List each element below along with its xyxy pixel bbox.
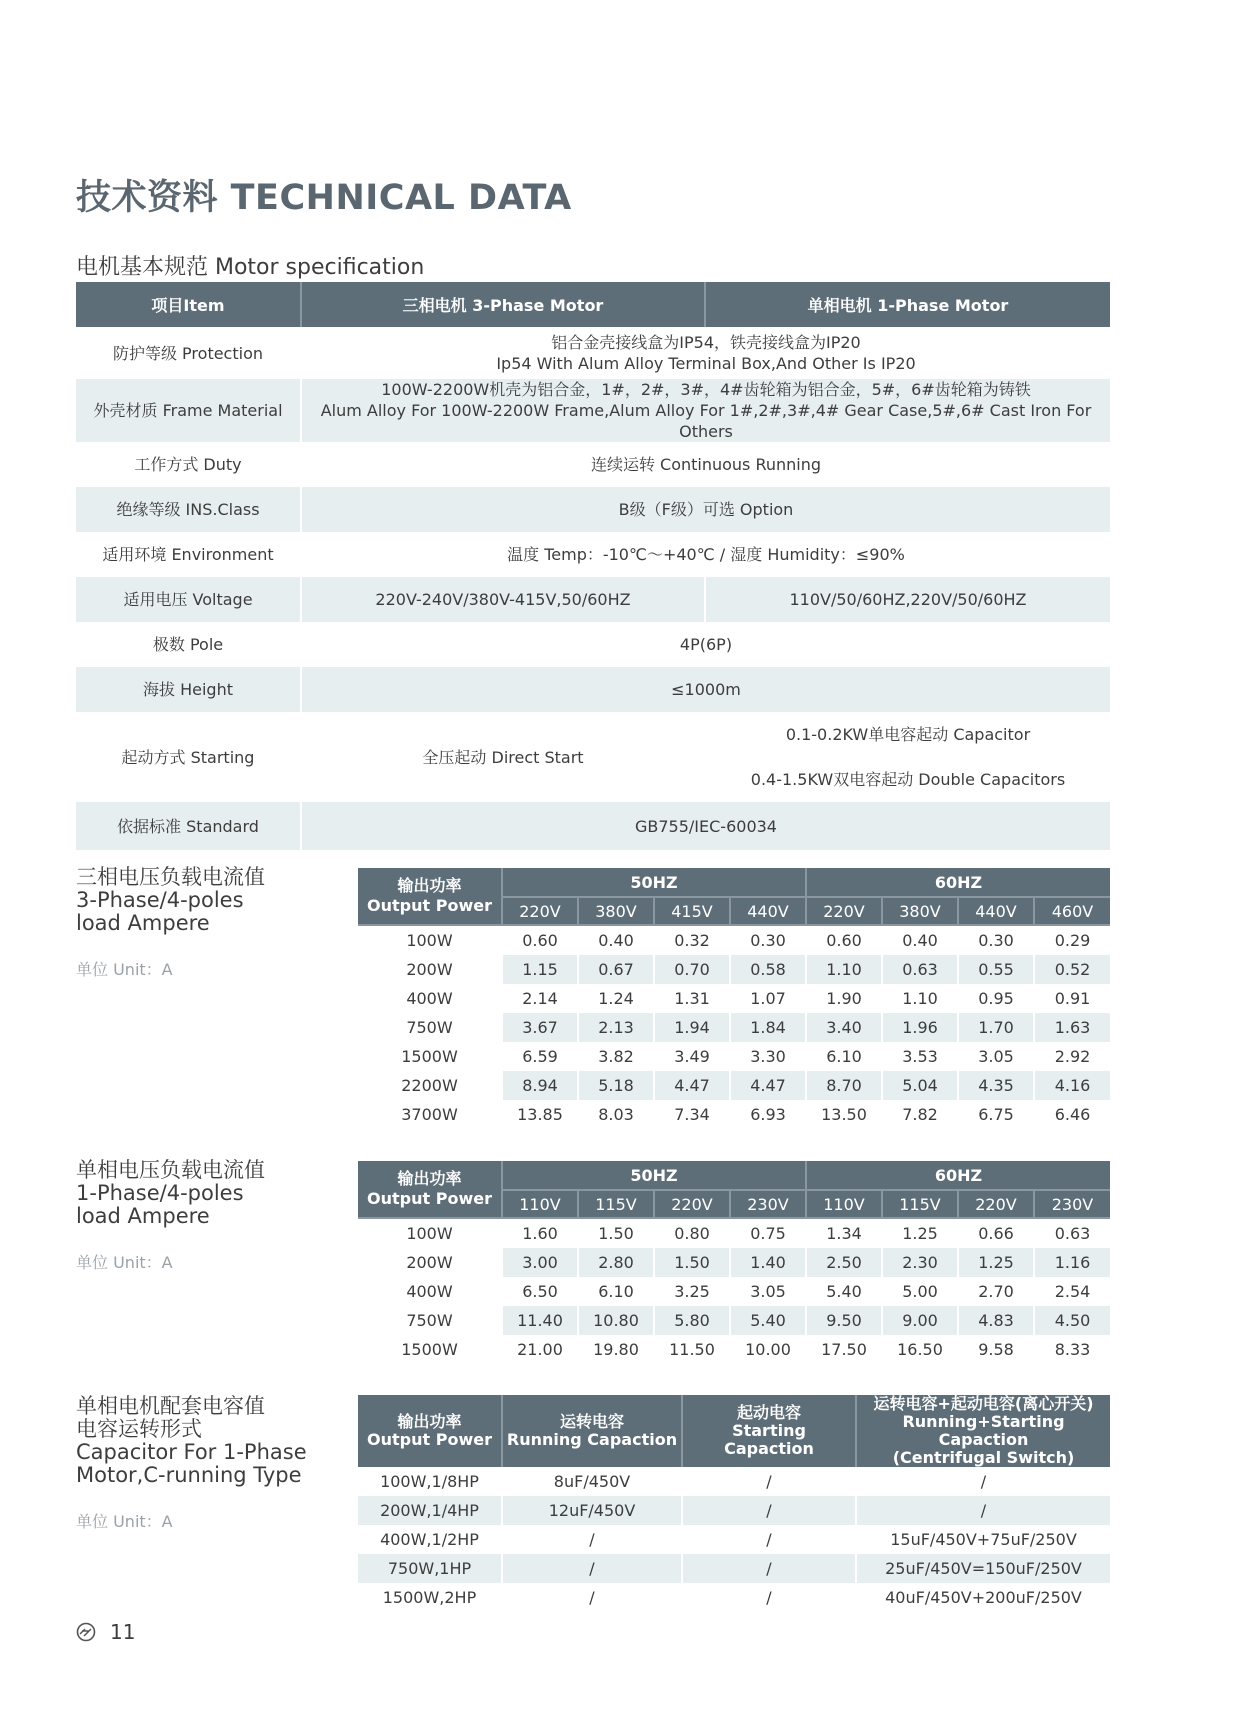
voltage-header: 110V	[806, 1190, 882, 1218]
row-label-cell: 400W	[358, 1277, 502, 1306]
value-cell: 0.55	[958, 955, 1034, 984]
value-cell: 0.30	[730, 925, 806, 955]
value-cell: 3.00	[502, 1248, 578, 1277]
value-cell: 7.82	[882, 1100, 958, 1129]
company-logo-icon	[76, 1622, 96, 1642]
value-cell: 3.67	[502, 1013, 578, 1042]
value-cell: 3.05	[958, 1042, 1034, 1071]
spec-header-row	[76, 282, 1110, 327]
single-phase-unit: 单位 Unit：A	[76, 1253, 173, 1272]
spec-label: 适用环境 Environment	[76, 532, 301, 577]
spec-row-starting	[76, 712, 1110, 802]
running-capacitor-header-zh: 运转电容	[559, 1412, 624, 1431]
value-cell: 19.80	[578, 1335, 654, 1364]
table-header-row	[358, 1395, 1110, 1467]
three-phase-caption-en: load Ampere	[76, 911, 210, 935]
value-cell: 3.25	[654, 1277, 730, 1306]
spec-value	[301, 379, 1110, 442]
table-row	[358, 984, 1110, 1013]
spec-value-line-zh: 100W-2200W机壳为铝合金，1#，2#，3#，4#齿轮箱为铝合金，5#，6#齿轮箱为铸铁	[381, 380, 1031, 399]
spec-row-pole	[76, 622, 1110, 667]
value-cell: 13.50	[806, 1100, 882, 1129]
spec-label: 海拔 Height	[76, 667, 301, 712]
three-phase-caption-zh: 三相电压负载电流值	[76, 865, 265, 889]
value-cell: 0.40	[578, 925, 654, 955]
spec-value-line-en: Alum Alloy For 100W-2200W Frame,Alum Alloy For 1#,2#,3#,4# Gear Case,5#,6# Cast Iron For Others	[320, 401, 1092, 441]
value-cell: 3.40	[806, 1013, 882, 1042]
value-cell: 0.63	[882, 955, 958, 984]
row-label-cell: 100W	[358, 1218, 502, 1248]
running-capacitor-header-en: Running Capaction	[506, 1430, 678, 1449]
value-cell: 0.29	[1054, 931, 1091, 950]
table-row	[358, 1554, 1110, 1583]
value-cell: 12uF/450V	[502, 1496, 682, 1525]
spec-value: 4P(6P)	[679, 635, 733, 654]
capacitor-table	[358, 1395, 1110, 1612]
output-power-header	[358, 868, 502, 925]
voltage-header: 460V	[1034, 897, 1110, 925]
value-cell: 2.70	[958, 1277, 1034, 1306]
value-cell: 3.49	[654, 1042, 730, 1071]
voltage-header: 415V	[654, 897, 730, 925]
page-number: 11	[110, 1620, 136, 1644]
value-cell: 1.25	[882, 1218, 958, 1248]
value-cell: 1.10	[806, 955, 882, 984]
spec-row-duty	[76, 442, 1110, 487]
value-cell: /	[682, 1583, 856, 1612]
voltage-header: 220V	[502, 897, 578, 925]
spec-row-frame	[76, 379, 1110, 442]
spec-label: 适用电压 Voltage	[76, 577, 301, 622]
value-cell: 2.80	[578, 1248, 654, 1277]
capacitor-caption-en: Capacitor For 1-Phase	[76, 1440, 307, 1464]
value-cell: 0.52	[1034, 955, 1110, 984]
spec-value-line-en: Ip54 With Alum Alloy Terminal Box,And Other Is IP20	[496, 354, 916, 373]
table-row	[358, 1525, 1110, 1554]
spec-value-three-phase: 全压起动 Direct Start	[301, 712, 705, 802]
value-cell: 0.80	[654, 1218, 730, 1248]
value-cell: 9.58	[958, 1335, 1034, 1364]
spec-row-standard	[76, 802, 1110, 850]
table-header-row	[358, 1161, 1110, 1190]
output-power-header-en: Output Power	[367, 896, 492, 915]
value-cell: 1.63	[1034, 1013, 1110, 1042]
value-cell: 1.94	[654, 1013, 730, 1042]
value-cell: 7.34	[654, 1100, 730, 1129]
starting-capacitor-header-zh: 起动电容	[736, 1403, 801, 1422]
spec-value: ≤1000m	[301, 667, 1110, 712]
table-row	[358, 1100, 1110, 1129]
value-cell: 1.70	[958, 1013, 1034, 1042]
value-cell: 2.50	[806, 1248, 882, 1277]
output-power-header-en: Output Power	[367, 1430, 492, 1449]
value-cell: 1.24	[578, 984, 654, 1013]
spec-value-single-phase	[705, 712, 1110, 802]
spec-header-item: 项目Item	[76, 282, 301, 327]
value-cell: 0.60	[806, 925, 882, 955]
value-cell: 0.60	[502, 925, 578, 955]
capacitor-caption-zh: 单相电机配套电容值	[76, 1394, 265, 1418]
capacitor-caption-zh: 电容运转形式	[76, 1417, 202, 1441]
capacitor-caption-en: Motor,C-running Type	[76, 1463, 302, 1487]
row-label-cell: 100W,1/8HP	[358, 1467, 502, 1496]
voltage-header: 220V	[958, 1190, 1034, 1218]
row-label-cell: 1500W,2HP	[358, 1583, 502, 1612]
row-label-cell: 750W,1HP	[358, 1554, 502, 1583]
hz-50-header: 50HZ	[502, 1161, 806, 1190]
value-cell: 6.93	[730, 1100, 806, 1129]
value-cell: /	[682, 1467, 856, 1496]
row-label-cell: 750W	[358, 1306, 502, 1335]
value-cell: /	[682, 1554, 856, 1583]
value-cell: 10.00	[730, 1335, 806, 1364]
spec-row-voltage	[76, 577, 1110, 622]
table-header-row	[358, 868, 1110, 897]
value-cell: 0.91	[1054, 989, 1091, 1008]
spec-value: 温度 Temp：-10℃～+40℃ / 湿度 Humidity：≤90%	[507, 545, 905, 564]
output-power-header	[358, 1395, 502, 1467]
value-cell: 2.30	[882, 1248, 958, 1277]
spec-header-three-phase: 三相电机 3-Phase Motor	[301, 282, 705, 327]
value-cell: 0.66	[958, 1218, 1034, 1248]
value-cell: 0.32	[654, 925, 730, 955]
spec-subtitle: 电机基本规范 Motor specification	[76, 255, 425, 280]
value-cell: 8.33	[1054, 1340, 1091, 1359]
table-row	[358, 1218, 1110, 1248]
page-title: 技术资料 TECHNICAL DATA	[76, 178, 572, 218]
value-cell: 1.60	[502, 1218, 578, 1248]
spec-row-ins-class	[76, 487, 1110, 532]
value-cell: 4.47	[654, 1071, 730, 1100]
spec-label: 依据标准 Standard	[76, 802, 301, 850]
three-phase-caption	[76, 866, 346, 980]
value-cell: 1.40	[730, 1248, 806, 1277]
value-cell: 1.84	[730, 1013, 806, 1042]
value-cell: 4.47	[730, 1071, 806, 1100]
voltage-header: 230V	[1034, 1190, 1110, 1218]
value-cell: 3.82	[578, 1042, 654, 1071]
voltage-header: 440V	[730, 897, 806, 925]
table-row	[358, 955, 1110, 984]
value-cell: 2.13	[578, 1013, 654, 1042]
single-phase-caption	[76, 1159, 346, 1273]
voltage-header: 115V	[578, 1190, 654, 1218]
three-phase-caption-en: 3-Phase/4-poles	[76, 888, 244, 912]
table-row	[358, 1042, 1110, 1071]
value-cell: 17.50	[806, 1335, 882, 1364]
value-cell: /	[502, 1525, 682, 1554]
value-cell: /	[980, 1472, 987, 1491]
value-cell: 1.15	[502, 955, 578, 984]
value-cell: 1.25	[958, 1248, 1034, 1277]
value-cell: 1.31	[654, 984, 730, 1013]
value-cell: 1.07	[730, 984, 806, 1013]
spec-value-line-zh: 铝合金壳接线盒为IP54，铁壳接线盒为IP20	[551, 333, 861, 352]
value-cell: 0.58	[730, 955, 806, 984]
motor-spec-table	[76, 282, 1110, 850]
value-cell: 6.10	[806, 1042, 882, 1071]
three-phase-table-body	[358, 925, 1110, 1129]
value-cell: 4.83	[958, 1306, 1034, 1335]
three-phase-unit: 单位 Unit：A	[76, 960, 173, 979]
value-cell: /	[682, 1525, 856, 1554]
value-cell: 0.75	[730, 1218, 806, 1248]
table-row	[358, 1013, 1110, 1042]
spec-row-height	[76, 667, 1110, 712]
table-row	[358, 1071, 1110, 1100]
row-label-cell: 400W	[358, 984, 502, 1013]
spec-header-single-phase: 单相电机 1-Phase Motor	[705, 282, 1110, 327]
table-row	[358, 1496, 1110, 1525]
table-row	[358, 1583, 1110, 1612]
value-cell: 2.54	[1054, 1282, 1091, 1301]
value-cell: 8.03	[578, 1100, 654, 1129]
hz-60-header: 60HZ	[806, 1161, 1110, 1190]
value-cell: 1.90	[806, 984, 882, 1013]
three-phase-ampere-table	[358, 868, 1110, 1129]
value-cell: 40uF/450V+200uF/250V	[885, 1588, 1082, 1607]
row-label-cell: 3700W	[358, 1100, 502, 1129]
value-cell: 6.10	[578, 1277, 654, 1306]
spec-value: B级（F级）可选 Option	[301, 487, 1110, 532]
value-cell: 6.59	[502, 1042, 578, 1071]
spec-value-three-phase: 220V-240V/380V-415V,50/60HZ	[301, 577, 705, 622]
value-cell: 0.70	[654, 955, 730, 984]
row-label-cell: 2200W	[358, 1071, 502, 1100]
value-cell: 5.40	[806, 1277, 882, 1306]
value-cell: 8.94	[502, 1071, 578, 1100]
value-cell: 8.70	[806, 1071, 882, 1100]
spec-value-line-capacitor: 0.1-0.2KW单电容起动 Capacitor	[785, 725, 1031, 744]
value-cell: 4.50	[1034, 1306, 1110, 1335]
value-cell: 5.04	[882, 1071, 958, 1100]
table-row	[358, 1277, 1110, 1306]
value-cell: 3.05	[730, 1277, 806, 1306]
row-label-cell: 100W	[358, 925, 502, 955]
value-cell: 1.34	[806, 1218, 882, 1248]
value-cell: 8uF/450V	[502, 1467, 682, 1496]
value-cell: 5.40	[730, 1306, 806, 1335]
spec-value-single-phase: 110V/50/60HZ,220V/50/60HZ	[705, 577, 1110, 622]
starting-capacitor-header	[682, 1395, 856, 1467]
voltage-header: 380V	[882, 897, 958, 925]
value-cell: 10.80	[578, 1306, 654, 1335]
value-cell: 5.00	[882, 1277, 958, 1306]
spec-value: 连续运转 Continuous Running	[590, 455, 822, 474]
row-label-cell: 750W	[358, 1013, 502, 1042]
table-row	[358, 925, 1110, 955]
value-cell: 0.95	[958, 984, 1034, 1013]
starting-capacitor-header-en: Starting Capaction	[724, 1421, 814, 1458]
value-cell: 1.50	[578, 1218, 654, 1248]
row-label-cell: 200W	[358, 955, 502, 984]
voltage-header: 110V	[502, 1190, 578, 1218]
voltage-header: 440V	[958, 897, 1034, 925]
running-capacitor-header	[502, 1395, 682, 1467]
spec-label: 外壳材质 Frame Material	[76, 379, 301, 442]
value-cell: 11.50	[654, 1335, 730, 1364]
value-cell: 13.85	[502, 1100, 578, 1129]
running-starting-header-en: Running+Starting Capaction	[902, 1412, 1065, 1449]
single-phase-ampere-table	[358, 1161, 1110, 1364]
value-cell: 16.50	[882, 1335, 958, 1364]
output-power-header-zh: 输出功率	[397, 876, 462, 895]
table-row	[358, 1248, 1110, 1277]
table-row	[358, 1335, 1110, 1364]
output-power-header-en: Output Power	[367, 1189, 492, 1208]
value-cell: 9.00	[882, 1306, 958, 1335]
value-cell: 0.67	[578, 955, 654, 984]
capacitor-caption	[76, 1395, 346, 1532]
value-cell: 0.30	[958, 925, 1034, 955]
running-starting-header-en: (Centrifugal Switch)	[892, 1448, 1075, 1467]
value-cell: /	[682, 1496, 856, 1525]
voltage-header: 380V	[578, 897, 654, 925]
spec-value	[301, 327, 1110, 379]
row-label-cell: 400W,1/2HP	[358, 1525, 502, 1554]
output-power-header-zh: 输出功率	[397, 1412, 462, 1431]
value-cell: /	[502, 1583, 682, 1612]
value-cell: 2.92	[1054, 1047, 1091, 1066]
value-cell: 4.35	[958, 1071, 1034, 1100]
row-label-cell: 1500W	[358, 1042, 502, 1071]
spec-value: GB755/IEC-60034	[301, 802, 1110, 850]
single-phase-caption-en: 1-Phase/4-poles	[76, 1181, 244, 1205]
voltage-header: 230V	[730, 1190, 806, 1218]
single-phase-caption-en: load Ampere	[76, 1204, 210, 1228]
value-cell: 3.30	[730, 1042, 806, 1071]
value-cell: 4.16	[1034, 1071, 1110, 1100]
output-power-header	[358, 1161, 502, 1218]
value-cell: 6.50	[502, 1277, 578, 1306]
value-cell: 11.40	[502, 1306, 578, 1335]
page-footer	[76, 1620, 135, 1644]
row-label-cell: 200W	[358, 1248, 502, 1277]
spec-value-line-double-capacitors: 0.4-1.5KW双电容起动 Double Capacitors	[750, 770, 1066, 789]
value-cell: 15uF/450V+75uF/250V	[890, 1530, 1077, 1549]
value-cell: 3.53	[882, 1042, 958, 1071]
table-row	[358, 1467, 1110, 1496]
value-cell: 5.18	[578, 1071, 654, 1100]
row-label-cell: 200W,1/4HP	[358, 1496, 502, 1525]
value-cell: 9.50	[806, 1306, 882, 1335]
row-label-cell: 1500W	[358, 1335, 502, 1364]
value-cell: 0.40	[882, 925, 958, 955]
hz-60-header: 60HZ	[806, 868, 1110, 897]
value-cell: 1.16	[1034, 1248, 1110, 1277]
value-cell: 1.10	[882, 984, 958, 1013]
value-cell: 0.63	[1054, 1224, 1091, 1243]
voltage-header: 220V	[654, 1190, 730, 1218]
value-cell: 25uF/450V=150uF/250V	[856, 1554, 1110, 1583]
capacitor-table-body	[358, 1467, 1110, 1612]
voltage-header: 115V	[882, 1190, 958, 1218]
value-cell: 21.00	[502, 1335, 578, 1364]
value-cell: 5.80	[654, 1306, 730, 1335]
hz-50-header: 50HZ	[502, 868, 806, 897]
single-phase-caption-zh: 单相电压负载电流值	[76, 1158, 265, 1182]
value-cell: 6.75	[958, 1100, 1034, 1129]
value-cell: /	[856, 1496, 1110, 1525]
spec-label: 防护等级 Protection	[76, 327, 301, 379]
spec-row-environment	[76, 532, 1110, 577]
value-cell: 2.14	[502, 984, 578, 1013]
value-cell: 1.96	[882, 1013, 958, 1042]
value-cell: 6.46	[1054, 1105, 1091, 1124]
spec-row-protection	[76, 327, 1110, 379]
table-row	[358, 1306, 1110, 1335]
spec-label: 极数 Pole	[76, 622, 301, 667]
capacitor-unit: 单位 Unit：A	[76, 1512, 173, 1531]
spec-label: 绝缘等级 INS.Class	[76, 487, 301, 532]
value-cell: /	[502, 1554, 682, 1583]
running-starting-capacitor-header	[856, 1395, 1110, 1467]
voltage-header: 220V	[806, 897, 882, 925]
spec-label: 工作方式 Duty	[76, 442, 301, 487]
single-phase-table-body	[358, 1218, 1110, 1364]
spec-label: 起动方式 Starting	[76, 712, 301, 802]
running-starting-header-zh: 运转电容+起动电容(离心开关)	[873, 1394, 1094, 1413]
value-cell: 1.50	[654, 1248, 730, 1277]
output-power-header-zh: 输出功率	[397, 1169, 462, 1188]
